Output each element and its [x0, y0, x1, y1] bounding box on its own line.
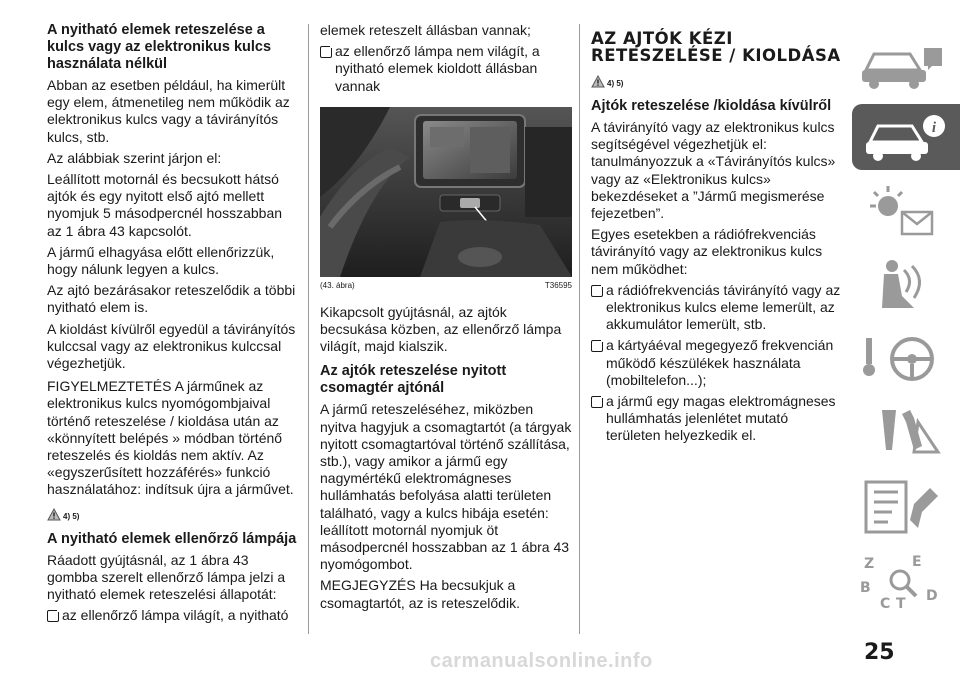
bullet-text: az ellenőrző lámpa nem világít, a nyitható elemek kioldott állásban vannak: [335, 43, 540, 94]
car-info-icon: [852, 104, 960, 170]
column-middle: [320, 22, 572, 616]
svg-text:i: i: [931, 120, 937, 136]
checklist-wrench-icon: [852, 474, 960, 540]
paragraph: Abban az esetben például, ha kimerült egy elem, átmenetileg nem működik az elektronikus kulcs vagy a távirányítós kulcs, stb.: [47, 77, 290, 145]
bullet-text: az ellenőrző lámpa világít, a nyitható: [62, 607, 289, 624]
section-heading: Ajtók reteszelése /kioldása kívülről: [591, 98, 832, 114]
car-icon: [852, 30, 960, 96]
sidebar-tab-emergency[interactable]: [852, 400, 960, 466]
figure-caption: [320, 281, 572, 290]
emergency-tools-icon: [852, 400, 960, 466]
warning-light-envelope-icon: [852, 178, 960, 244]
caption-left: (43. ábra): [320, 280, 355, 290]
bullet-square-icon: [320, 46, 332, 58]
paragraph: MEGJEGYZÉS Ha becsukjuk a csomagtartót, az is reteszelődik.: [320, 577, 520, 611]
sidebar-tab-car-overview[interactable]: [852, 30, 960, 96]
alphabet-index-icon: [852, 548, 960, 614]
column-right: [591, 22, 841, 449]
bullet-item: [320, 43, 572, 99]
bullet-item: [591, 393, 841, 449]
sidebar-tab-driving[interactable]: [852, 326, 960, 392]
paragraph: Az alábbiak szerint járjon el:: [47, 149, 222, 166]
steering-wheel-icon: [852, 326, 960, 392]
column-left: [47, 22, 297, 628]
warning-reference: [591, 70, 841, 88]
sidebar-tab-index[interactable]: [852, 548, 960, 614]
index-letter: C: [880, 596, 891, 612]
index-letter: T: [896, 596, 906, 612]
chapter-heading: AZ AJTÓK KÉZI RETESZELÉSE / KIOLDÁSA: [591, 29, 841, 65]
bullet-text: a jármű egy magas elektromágneses hullámhatás jelenlétet mutató területen helyezkedik el.: [606, 393, 836, 444]
bullet-square-icon: [591, 285, 603, 297]
bullet-text: a rádiófrekvenciás távirányító vagy az elektronikus kulcs eleme lemerült, az akkumulátor lemerült, stb.: [606, 281, 841, 333]
column-divider: [308, 24, 309, 634]
chapter-sidebar: [852, 30, 960, 622]
index-letter: B: [860, 580, 871, 596]
paragraph: A jármű elhagyása előtt ellenőrizzük, hogy nálunk legyen a kulcs.: [47, 243, 275, 278]
warning-refs: 4) 5): [607, 79, 624, 88]
section-heading: Az ajtók reteszelése nyitott csomagtér ajtónál: [320, 363, 507, 397]
bullet-item: [591, 282, 841, 338]
airbag-seat-icon: [852, 252, 960, 318]
warning-reference: [47, 503, 297, 521]
figure-photo: [320, 107, 572, 277]
index-letter: Z: [864, 556, 875, 572]
caption-right: T36595: [544, 280, 572, 290]
paragraph: Leállított motornál és becsukott hátsó ajtók és egy nyitott első ajtó mellett nyomjuk 5 másodpercnél hosszabban az 1 ábra 43 kapcsolót.: [47, 171, 283, 239]
bullet-item: [591, 337, 841, 393]
sidebar-tab-safety[interactable]: [852, 252, 960, 318]
paragraph: Ráadott gyújtásnál, az 1 ábra 43 gombba szerelt ellenőrző lámpa jelzi a nyitható elemek reteszelési állapotát:: [47, 551, 286, 603]
paragraph: A jármű reteszeléséhez, miközben nyitva hagyjuk a csomagtartót (a tárgyak nyitott csomagtartóval történő szállítása, stb.), vagy amikor a jármű egy nagymértékű elektromágneses hullámhatás befolyása alatti területen található, vagy a kulcs hibája esetén: leállított motornál nyomjuk öt másodpercnél hosszabban az 1 ábra 43 nyomógombot.: [320, 401, 572, 573]
bullet-square-icon: [47, 610, 59, 622]
column-divider: [579, 24, 580, 634]
paragraph: A kioldást kívülről egyedül a távirányítós kulccsal vagy az elektronikus kulccsal végezhetjük.: [47, 320, 296, 372]
sidebar-tab-warning-lights[interactable]: [852, 178, 960, 244]
sidebar-tab-vehicle-info[interactable]: [852, 104, 960, 170]
section-heading: A nyitható elemek reteszelése a kulcs vagy az elektronikus kulcs használata nélkül: [47, 22, 272, 72]
dashboard-photo-illustration: [320, 107, 572, 277]
paragraph: elemek reteszelt állásban vannak;: [320, 22, 531, 38]
sidebar-tab-maintenance[interactable]: [852, 474, 960, 540]
warning-refs: 4) 5): [63, 511, 80, 521]
warning-paragraph: FIGYELMEZTETÉS A járműnek az elektronikus kulcs nyomógombjaival történő reteszelése / kioldása után az «könnyített belépés » módban történő reteszelés és kioldás nem aktív. Az «egyszerűsített hozzáférés» funkció használatához: indítsuk újra a járművet.: [47, 378, 294, 498]
bullet-item: [47, 607, 297, 628]
warning-triangle-icon: [591, 75, 605, 88]
bullet-square-icon: [591, 340, 603, 352]
paragraph: Kikapcsolt gyújtásnál, az ajtók becsukása közben, az ellenőrző lámpa világít, majd kialszik.: [320, 303, 562, 355]
section-heading: A nyitható elemek ellenőrző lámpája: [47, 530, 297, 547]
index-letter: E: [912, 554, 922, 570]
bullet-text: a kártyáéval megegyező frekvencián működő készülékek használata (mobiltelefon...);: [606, 337, 834, 388]
page-number: 25: [864, 640, 895, 665]
paragraph: Az ajtó bezárásakor reteszelődik a többi nyitható elem is.: [47, 282, 296, 316]
paragraph: A távirányító vagy az elektronikus kulcs segítségével végezhetjük el: tanulmányozzuk a «Távirányítós kulcs» vagy az «Elektronikus kulcs» bekezdéseket a ”Jármű megismerése fejezetben”.: [591, 119, 836, 222]
warning-triangle-icon: [47, 508, 61, 521]
watermark: carmanualsonline.info: [430, 650, 653, 672]
index-letter: D: [926, 588, 938, 604]
bullet-square-icon: [591, 396, 603, 408]
paragraph: Egyes esetekben a rádiófrekvenciás távirányító vagy az elektronikus kulcs nem működhet:: [591, 226, 823, 277]
